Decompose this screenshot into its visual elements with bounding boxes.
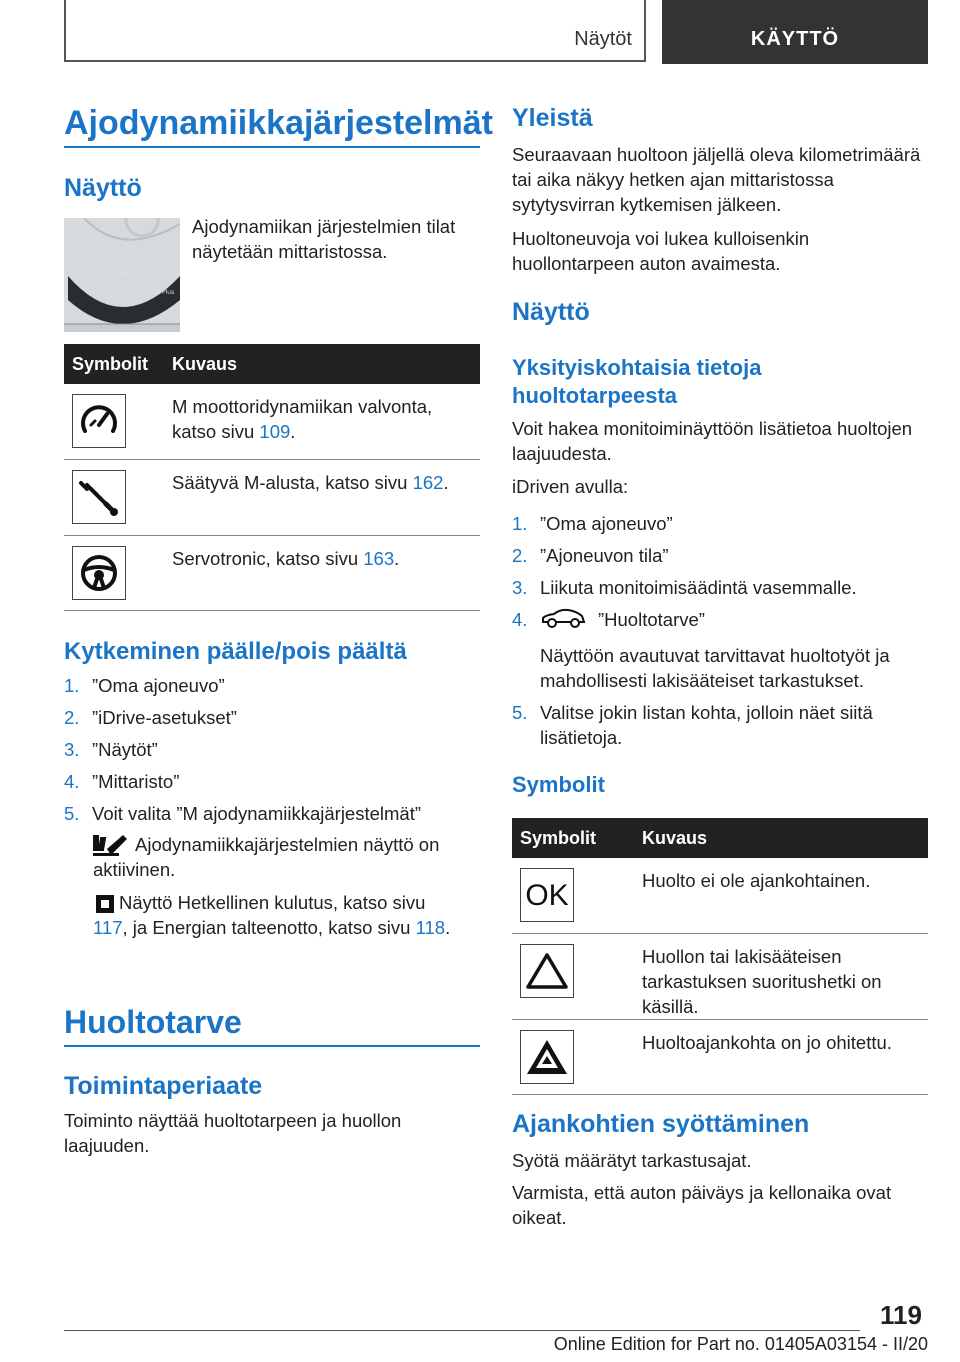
title-rule <box>64 146 480 148</box>
checkmark-icon <box>93 833 127 862</box>
instrument-cluster-image <box>64 218 180 332</box>
dates-paragraph-2: Varmista, että auton päiväys ja kellonaika ovat oikeat. <box>512 1182 892 1228</box>
service-symbols-table <box>512 818 928 1095</box>
list-item: 1. ”Oma ajoneuvo” <box>512 513 673 534</box>
page-title: Ajodynamiikkajärjestelmät <box>64 104 493 142</box>
page-link[interactable]: 109 <box>259 421 291 442</box>
gauge-label-sport-plus: Sport Plus <box>144 289 175 296</box>
list-item: 5. Valitse jokin listan kohta, jolloin näet siitä lisätietoja. <box>512 702 873 749</box>
list-item: 2. ”Ajoneuvon tila” <box>512 545 669 566</box>
principle-heading: Toimintaperiaate <box>64 1072 263 1100</box>
right-display-heading: Näyttö <box>512 298 590 326</box>
switch-heading: Kytkeminen päälle/pois päältä <box>64 638 407 665</box>
details-steps-list <box>512 511 930 757</box>
page-number: 119 <box>880 1300 922 1330</box>
table-row <box>512 933 928 1019</box>
ok-icon: OK <box>520 868 574 922</box>
table-row: Säätyvä M-alusta, katso sivu 162. <box>64 459 480 535</box>
section-tab <box>64 0 646 62</box>
dates-paragraph-1: Syötä määrätyt tarkastusajat. <box>512 1150 752 1171</box>
general-heading: Yleistä <box>512 104 593 132</box>
gauge-icon <box>72 394 126 448</box>
chapter-tab <box>662 0 928 64</box>
footer-rule <box>64 1330 860 1331</box>
chapter-label: KÄYTTÖ <box>750 28 840 50</box>
row-text: Huolto ei ole ajankohtainen. <box>634 858 928 933</box>
dates-heading: Ajankohtien syöttäminen <box>512 1110 810 1138</box>
overdue-triangle-icon <box>520 1030 574 1084</box>
suspension-icon <box>72 470 126 524</box>
gauge-label-sport: Sport <box>116 295 133 302</box>
list-item: 5. Voit valita ”M ajodynamiikkajärjestelmät” <box>64 803 422 824</box>
row-text: Säätyvä M-alusta, katso sivu <box>172 471 413 493</box>
principle-text: Toiminto näyttää huoltotarpeen ja huollon laajuuden. <box>64 1110 402 1156</box>
display-heading: Näyttö <box>64 174 142 202</box>
page-header <box>64 0 928 64</box>
table-row <box>512 1019 928 1094</box>
symbols-heading: Symbolit <box>512 772 605 797</box>
page-link[interactable]: 118 <box>415 917 446 938</box>
table-header-symbols: Symbolit <box>64 344 164 384</box>
table-row: Servotronic, katso sivu 163. <box>64 535 480 610</box>
gauge-label-efficient: Efficient <box>86 289 111 296</box>
note-active: Ajodynamiikkajärjestelmien näyttö on aktiivinen. <box>93 834 440 880</box>
service-title: Huoltotarve <box>64 1004 242 1040</box>
idrive-label: iDriven avulla: <box>512 476 629 497</box>
list-item: 4. ”Mittaristo” <box>64 771 180 792</box>
note-display: Näyttö Hetkellinen kulutus, katso sivu 117, ja Energian talteenotto, katso sivu 118. <box>93 892 451 938</box>
table-header-description: Kuvaus <box>164 344 480 384</box>
edition-label: Online Edition for Part no. 01405A03154 - II/20 <box>553 1334 928 1354</box>
section-label: Näytöt <box>574 28 632 50</box>
list-item: 1. ”Oma ajoneuvo” <box>64 675 225 696</box>
list-item: 3. ”Näytöt” <box>64 739 158 760</box>
table-header-description: Kuvaus <box>634 818 928 858</box>
warning-triangle-icon <box>520 944 574 998</box>
general-paragraph-2: Huoltoneuvoja voi lukea kulloisenkin huollontarpeen auton avaimesta. <box>512 228 810 274</box>
page-link[interactable]: 162 <box>412 471 444 493</box>
table-header-symbols: Symbolit <box>512 818 634 858</box>
car-icon <box>540 607 586 635</box>
list-item: 3. Liikuta monitoimisäädintä vasemmalle. <box>512 577 857 598</box>
switch-steps-list <box>64 673 480 833</box>
drive-systems-table <box>64 344 480 611</box>
page-link[interactable]: 163 <box>363 547 395 569</box>
service-rule <box>64 1045 480 1047</box>
square-icon <box>95 894 115 919</box>
table-row: M moottoridynamiikan valvonta, katso sivu 109. <box>64 384 480 459</box>
step4-subtext: Näyttöön avautuvat tarvittavat huoltotyöt ja mahdollisesti lakisääteiset tarkastukset. <box>540 645 890 692</box>
display-description: Ajodynamiikan järjestelmien tilat näytetään mittaristossa. <box>192 216 456 262</box>
details-paragraph: Voit hakea monitoiminäyttöön lisätietoa huoltojen laajuudesta. <box>512 418 913 464</box>
page-link[interactable]: 117 <box>93 917 123 938</box>
row-text: Huoltoajankohta on jo ohitettu. <box>634 1019 928 1094</box>
details-heading: Yksityiskohtaisia tietoja huoltotarpeesta <box>512 355 762 408</box>
table-row <box>512 858 928 933</box>
general-paragraph-1: Seuraavaan huoltoon jäljellä oleva kilometrimäärä tai aika näkyy hetken ajan mittaristossa sytytysvirran kytkemisen jälkeen. <box>512 144 921 215</box>
list-item: 2. ”iDrive-asetukset” <box>64 707 237 728</box>
steering-wheel-icon <box>72 546 126 600</box>
row-text: M moottoridynamiikan valvonta, katso sivu <box>172 396 433 442</box>
row-text: Servotronic, katso sivu <box>172 547 364 569</box>
list-item: 4. ”Huoltotarve” Näyttöön avautuvat tarvittavat huoltotyöt ja mahdollisesti lakisääteiset tarkastukset. <box>512 607 930 693</box>
row-text: Huollon tai lakisääteisen tarkastuksen suoritushetki on käsillä. <box>634 933 928 1019</box>
